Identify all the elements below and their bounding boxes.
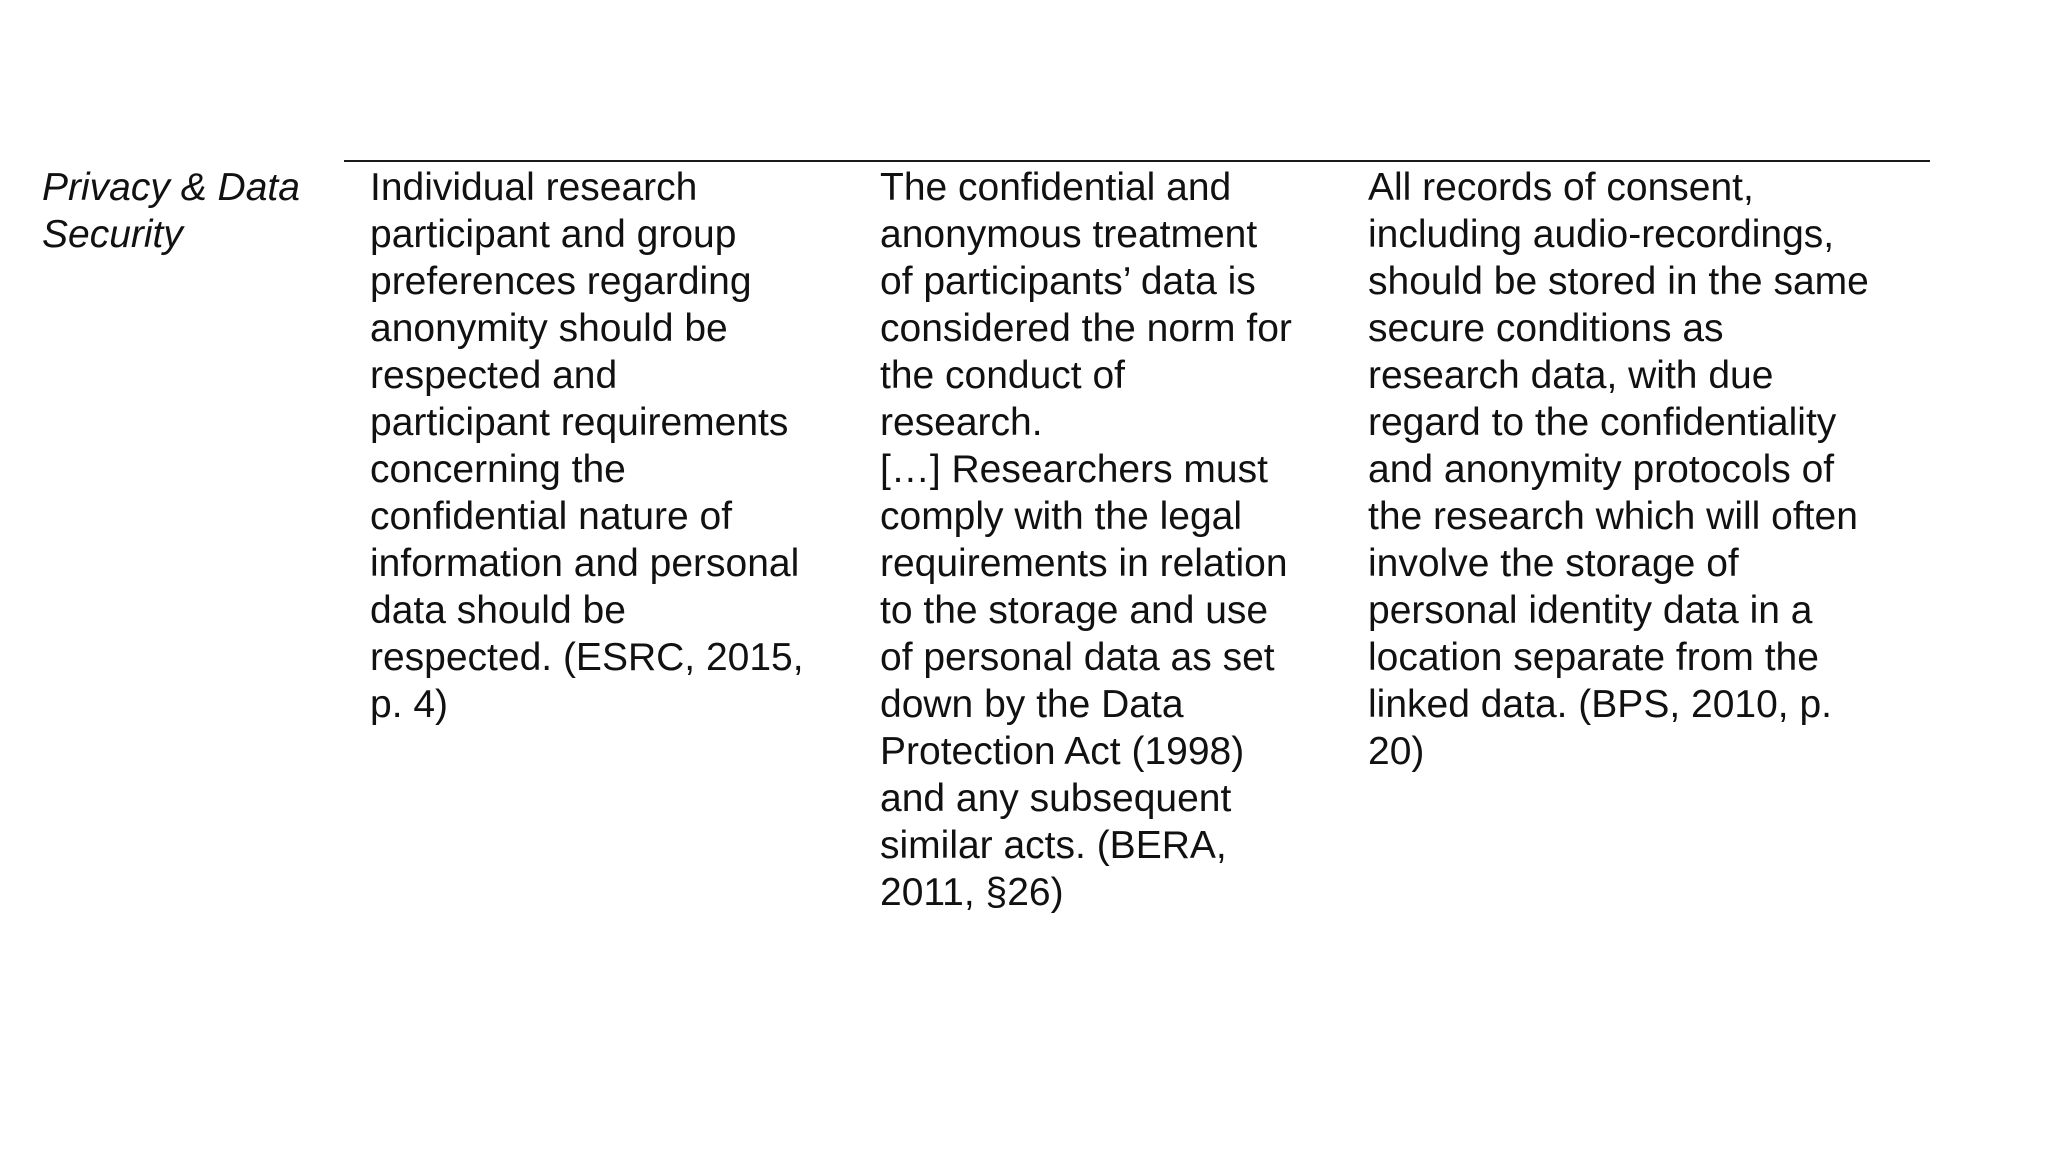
cell-paragraph [880,164,1350,446]
cell-line: location separate from the [1368,636,1819,679]
cell-paragraph [880,446,1350,916]
cell-line: comply with the legal [880,495,1243,538]
cell-line: participant and group [370,213,737,256]
cell-line: […] Researchers must [880,448,1268,491]
cell-line: Individual research [370,166,698,209]
cell-line: linked data. (BPS, 2010, p. [1368,683,1832,726]
cell-line: of personal data as set [880,636,1275,679]
cell-bera-guideline [880,164,1350,916]
cell-line: 2011, §26) [880,871,1064,914]
cell-esrc-guideline [370,164,870,728]
cell-line: down by the Data [880,683,1184,726]
cell-line: of participants’ data is [880,260,1256,303]
row-label-privacy-data-security [42,164,342,258]
cell-bps-guideline [1368,164,1928,775]
cell-line: research data, with due [1368,354,1774,397]
cell-line: anonymity should be [370,307,728,350]
cell-line: respected. (ESRC, 2015, [370,636,804,679]
cell-line: research. [880,401,1043,444]
cell-line: to the storage and use [880,589,1269,632]
cell-line: secure conditions as [1368,307,1724,350]
cell-line: respected and [370,354,618,397]
table-top-rule [344,160,1930,162]
cell-line: should be stored in the same [1368,260,1869,303]
cell-line: Protection Act (1998) [880,730,1245,773]
cell-line: participant requirements [370,401,789,444]
cell-line: considered the norm for [880,307,1292,350]
cell-line: concerning the [370,448,626,491]
cell-line: All records of consent, [1368,166,1754,209]
cell-line: confidential nature of [370,495,733,538]
cell-line: p. 4) [370,683,449,726]
cell-line: including audio-recordings, [1368,213,1835,256]
cell-line: data should be [370,589,626,632]
cell-line: preferences regarding [370,260,752,303]
cell-line: and anonymity protocols of [1368,448,1835,491]
cell-paragraph [370,164,870,728]
cell-line: anonymous treatment [880,213,1258,256]
cell-line: 20) [1368,730,1425,773]
cell-line: personal identity data in a [1368,589,1813,632]
cell-line: involve the storage of [1368,542,1739,585]
cell-line: regard to the confidentiality [1368,401,1837,444]
cell-line: the conduct of [880,354,1126,397]
cell-line: information and personal [370,542,800,585]
row-label-line: Security [42,213,183,256]
cell-line: and any subsequent [880,777,1232,820]
row-label-line: Privacy & Data [42,166,300,209]
cell-line: The confidential and [880,166,1232,209]
cell-paragraph [1368,164,1928,775]
cell-line: requirements in relation [880,542,1288,585]
cell-line: the research which will often [1368,495,1858,538]
cell-line: similar acts. (BERA, [880,824,1227,867]
